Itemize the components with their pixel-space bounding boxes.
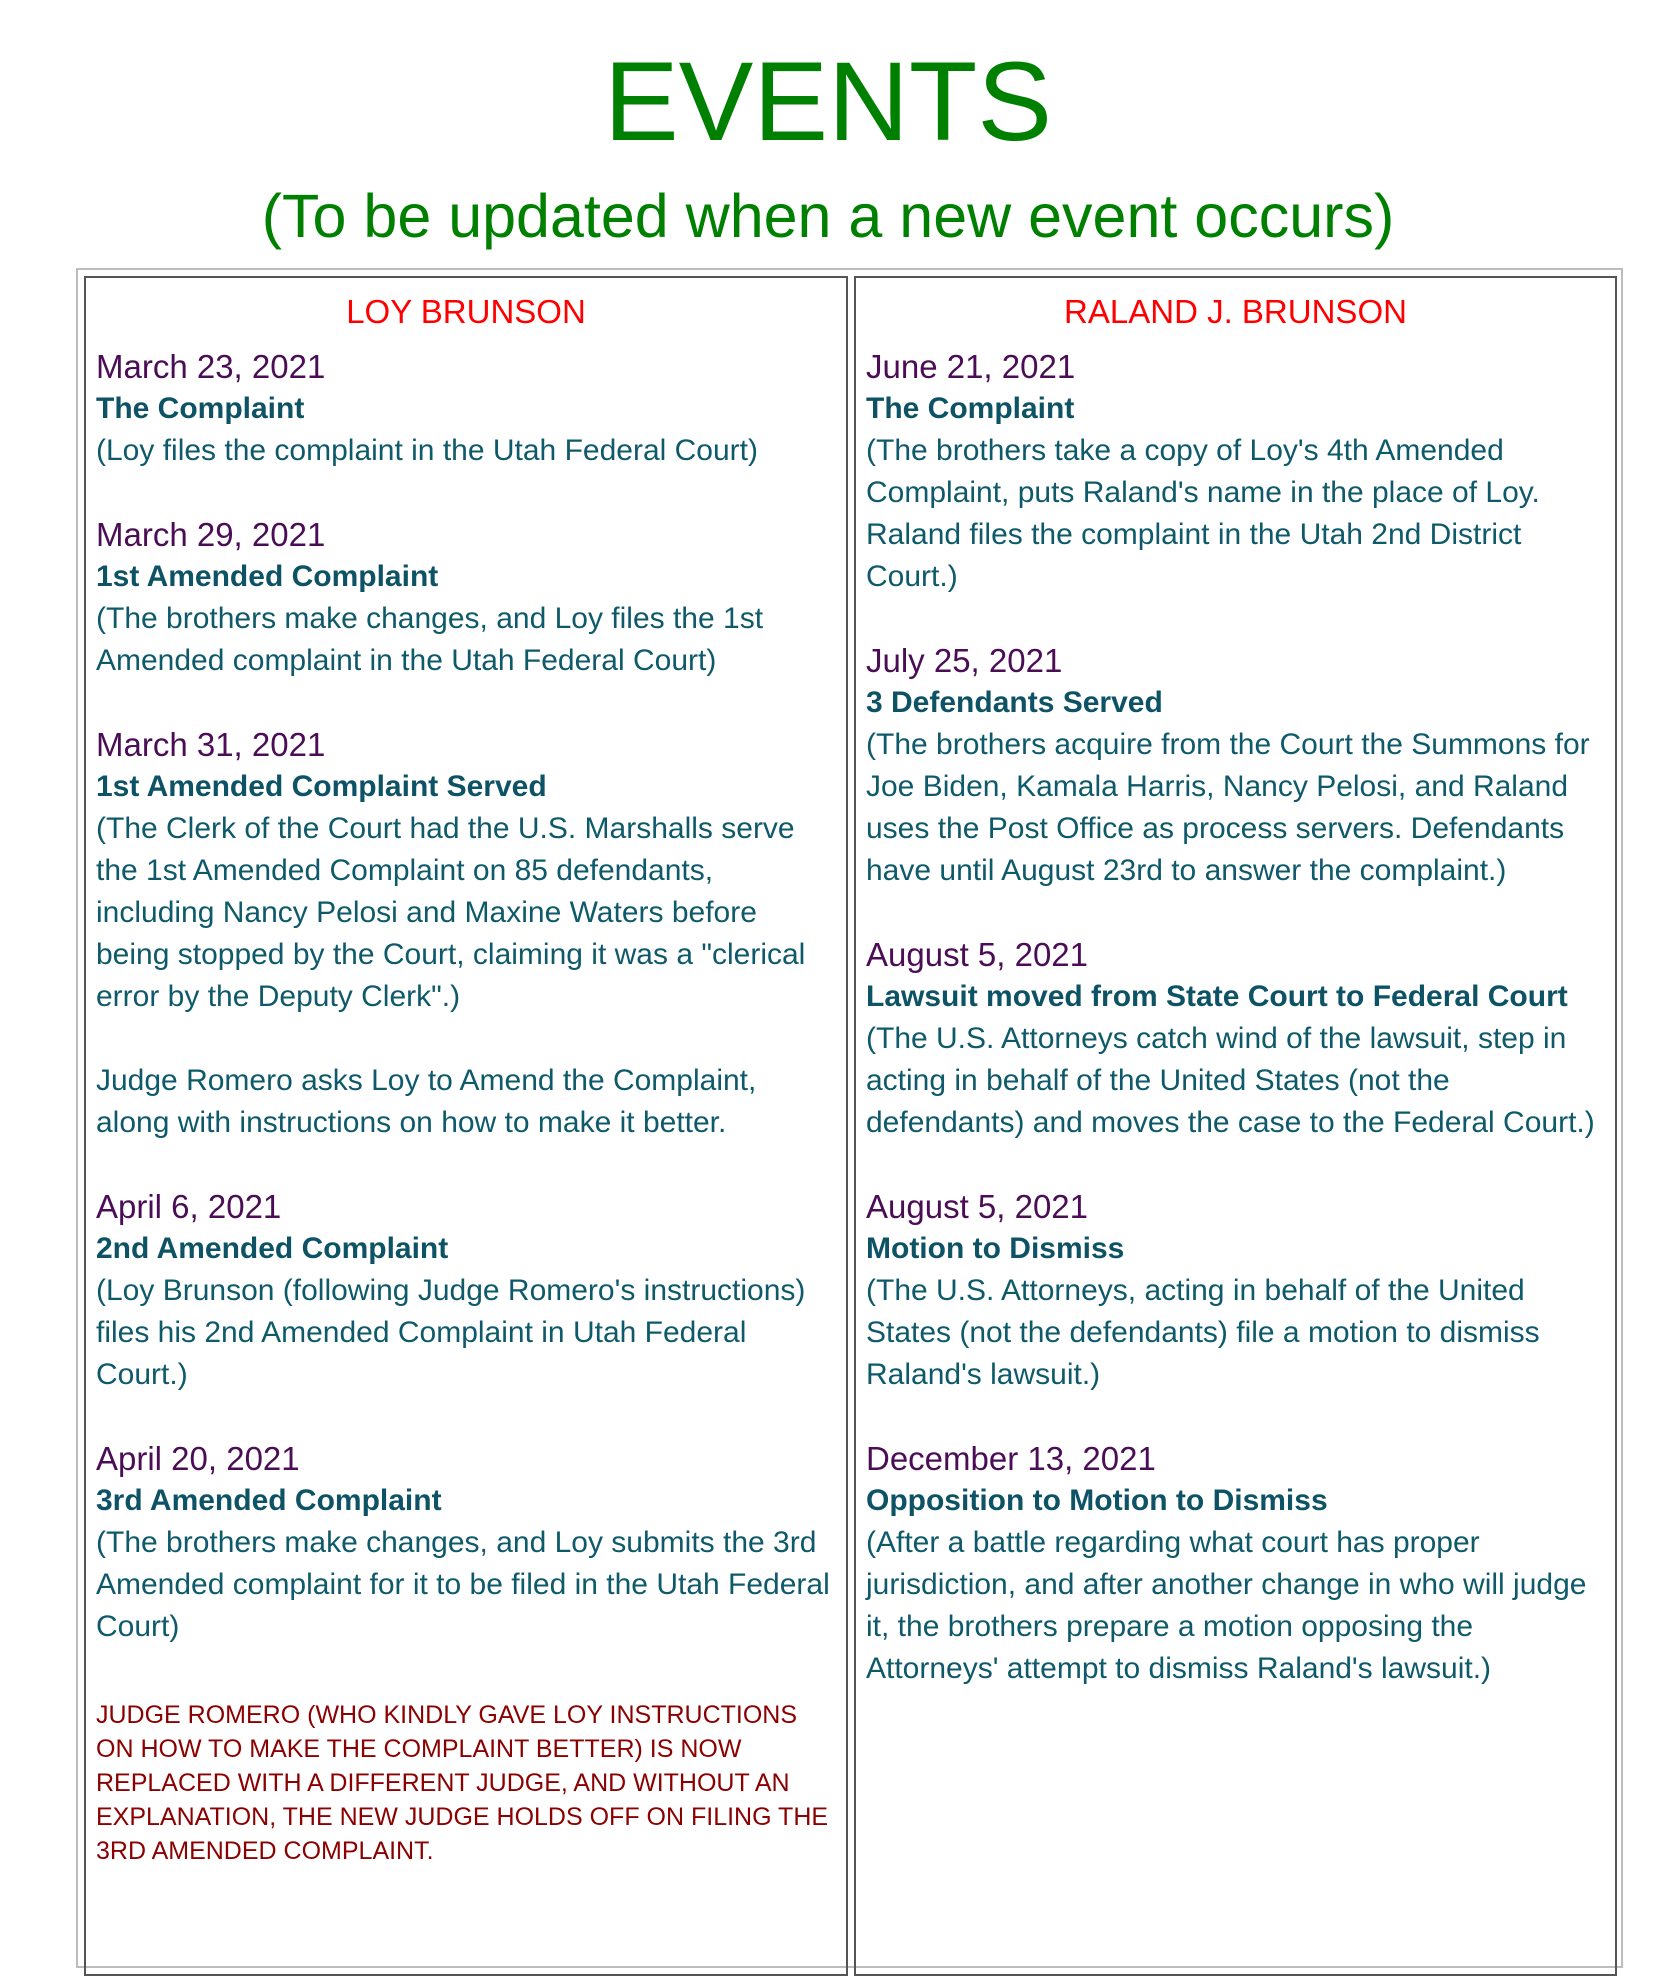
- event-title: 3rd Amended Complaint: [96, 1484, 442, 1517]
- event-item: [866, 346, 1605, 598]
- event-description: (Loy Brunson (following Judge Romero's instructions) files his 2nd Amended Complaint in Utah Federal Court.): [96, 1274, 806, 1391]
- event-date: March 31, 2021: [96, 726, 326, 763]
- event-description: (The brothers make changes, and Loy submits the 3rd Amended complaint for it to be filed in the Utah Federal Court): [96, 1526, 830, 1643]
- event-date: August 5, 2021: [866, 1188, 1089, 1225]
- event-title: 1st Amended Complaint: [96, 560, 439, 593]
- judge-replacement-notice: JUDGE ROMERO (WHO KINDLY GAVE LOY INSTRUCTIONS ON HOW TO MAKE THE COMPLAINT BETTER) IS NOW REPLACED WITH A DIFFERENT JUDGE, AND WITHOUT AN EXPLANATION, THE NEW JUDGE HOLDS OFF ON FILING THE 3RD AMENDED COMPLAINT.: [96, 1701, 829, 1865]
- event-item: [866, 934, 1605, 1144]
- event-date: July 25, 2021: [866, 642, 1063, 679]
- event-date: March 29, 2021: [96, 516, 326, 553]
- event-item: [866, 640, 1605, 892]
- event-item: [96, 514, 836, 682]
- event-date: August 5, 2021: [866, 936, 1089, 973]
- raland-brunson-column: [854, 276, 1617, 1976]
- event-item: [96, 1186, 836, 1396]
- event-date: December 13, 2021: [866, 1440, 1156, 1477]
- loy-brunson-column: [84, 276, 848, 1976]
- event-item: [96, 724, 836, 1144]
- event-description: (After a battle regarding what court has proper jurisdiction, and after another change in who will judge it, the brothers prepare a motion opposing the Attorneys' attempt to dismiss Raland's lawsuit.): [866, 1526, 1587, 1685]
- column-header-raland: RALAND J. BRUNSON: [1064, 293, 1407, 330]
- event-title: 2nd Amended Complaint: [96, 1232, 449, 1265]
- events-table: [76, 268, 1623, 1968]
- column-header-loy: LOY BRUNSON: [346, 293, 586, 330]
- event-description: (The brothers take a copy of Loy's 4th Amended Complaint, puts Raland's name in the place of Loy. Raland files the complaint in the Utah 2nd District Court.): [866, 434, 1540, 593]
- event-date: March 23, 2021: [96, 348, 326, 385]
- event-title: Opposition to Motion to Dismiss: [866, 1484, 1328, 1517]
- event-description: (The U.S. Attorneys catch wind of the lawsuit, step in acting in behalf of the United States (not the defendants) and moves the case to the Federal Court.): [866, 1022, 1595, 1139]
- event-date: June 21, 2021: [866, 348, 1076, 385]
- event-item: [866, 1438, 1605, 1690]
- event-description: (The brothers acquire from the Court the Summons for Joe Biden, Kamala Harris, Nancy Pelosi, and Raland uses the Post Office as process servers. Defendants have until August 23rd to answer the complaint.): [866, 728, 1590, 887]
- event-title: 3 Defendants Served: [866, 686, 1163, 719]
- event-title: 1st Amended Complaint Served: [96, 770, 547, 803]
- event-item: [96, 1438, 836, 1648]
- event-date: April 6, 2021: [96, 1188, 282, 1225]
- event-title: The Complaint: [96, 392, 305, 425]
- event-item: [96, 346, 836, 472]
- event-description: (Loy files the complaint in the Utah Federal Court): [96, 434, 758, 467]
- event-title: Lawsuit moved from State Court to Federal Court: [866, 980, 1568, 1013]
- page-subtitle: (To be updated when a new event occurs): [261, 182, 1395, 250]
- event-description: (The Clerk of the Court had the U.S. Marshalls serve the 1st Amended Complaint on 85 defendants, including Nancy Pelosi and Maxine Waters before being stopped by the Court, claiming it was a "clerical error by the Deputy Clerk".): [96, 812, 806, 1013]
- event-note: Judge Romero asks Loy to Amend the Complaint, along with instructions on how to make it better.: [96, 1064, 757, 1139]
- event-description: (The brothers make changes, and Loy files the 1st Amended complaint in the Utah Federal Court): [96, 602, 764, 677]
- event-title: The Complaint: [866, 392, 1075, 425]
- event-title: Motion to Dismiss: [866, 1232, 1125, 1265]
- event-item: [866, 1186, 1605, 1396]
- page-title: EVENTS: [603, 39, 1053, 164]
- event-description: (The U.S. Attorneys, acting in behalf of the United States (not the defendants) file a motion to dismiss Raland's lawsuit.): [866, 1274, 1540, 1391]
- event-date: April 20, 2021: [96, 1440, 300, 1477]
